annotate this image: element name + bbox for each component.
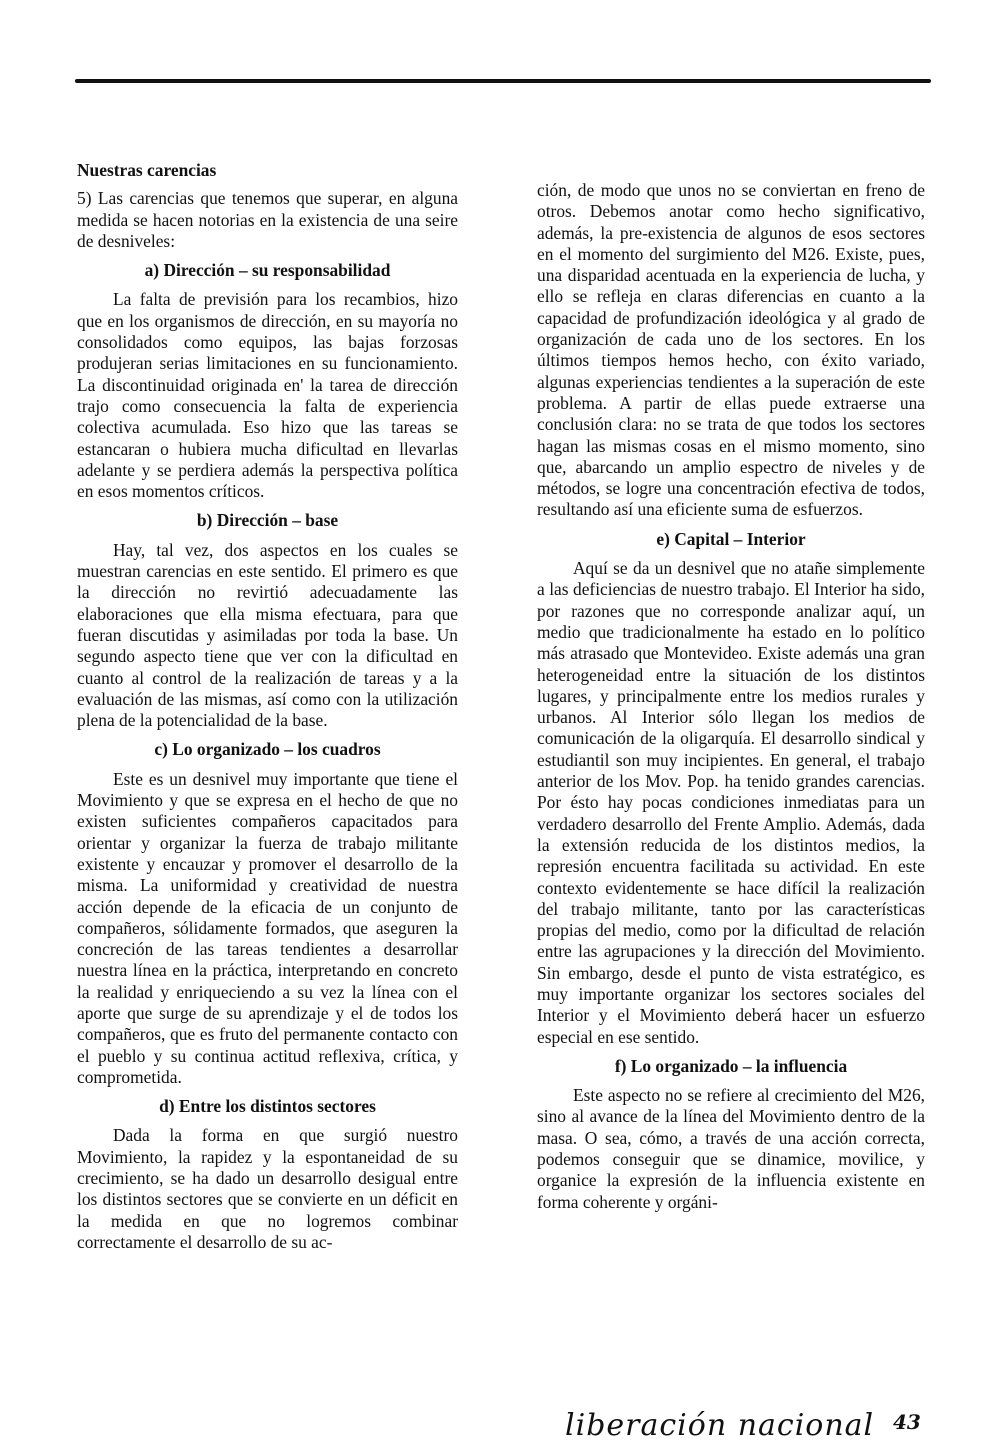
heading-capital-interior: e) Capital – Interior	[656, 528, 806, 549]
heading-direccion-base: b) Dirección – base	[196, 510, 339, 531]
paragraph-lo-organizado-influencia: Este aspecto no se refiere al crecimiento del M26, sino al avance de la línea del Movimiento dentro de la masa. O sea, cómo, a través de una acción correcta, podemos conseguir que se dinamice, movilice, y organice la expresión de la influencia existente en forma coherente y orgáni-	[537, 1085, 925, 1212]
section-title: Nuestras carencias	[77, 160, 217, 180]
heading-lo-organizado-cuadros: c) Lo organizado – los cuadros	[154, 739, 381, 760]
paragraph-direccion-responsabilidad: La falta de previsión para los recambios, hizo que en los organismos de dirección, en su mayoría no consolidados como equipos, las bajas forzosas produjeran serias limitaciones en su funcionamiento. La discontinuidad originada en' la tarea de dirección trajo como consecuencia la falta de experiencia colectiva acumulada. Eso hizo que las tareas se estancaran o hubiera mucha dificultad en llevarlas adelante y se perdiera además la perspectiva política en esos momentos críticos.	[77, 289, 458, 502]
publication-logo: liberación nacional	[565, 1408, 875, 1443]
heading-direccion-responsabilidad: a) Dirección – su responsabilidad	[144, 260, 391, 281]
heading-entre-sectores: d) Entre los distintos sectores	[159, 1096, 376, 1117]
paragraph-lo-organizado-cuadros: Este es un desnivel muy importante que tiene el Movimiento y que se expresa en el hecho de que no existen suficientes compañeros capacitados para orientar y organizar la fuerza de trabajo militante existente y encauzar y promover el desarrollo de la misma. La uniformidad y creatividad de nuestra acción depende de la eficacia de un conjunto de compañeros, sólidamente formados, que aseguren la concreción de las tareas tendientes a desarrollar nuestra línea en la práctica, interpretando en concreto la realidad y enriqueciendo a su vez la línea con el aporte que surge de su aprendizaje y el de todos los compañeros, que es fruto del permanente contacto con el pueblo y su continua actitud reflexiva, crítica, y comprometida.	[77, 768, 458, 1087]
paragraph-direccion-base: Hay, tal vez, dos aspectos en los cuales se muestran carencias en este sentido. El primero es que la dirección no revirtió adecuadamente las elaboraciones que ella misma efectuara, para que fueran discutidas y asimiladas por toda la base. Un segundo aspecto tiene que ver con la dificultad en cuanto al control de la realización de tareas y a la evaluación de las mismas, así como con la utilización plena de la potencialidad de la base.	[77, 539, 458, 731]
right-column	[537, 180, 925, 1218]
heading-lo-organizado-influencia: f) Lo organizado – la influencia	[614, 1055, 848, 1076]
paragraph-entre-sectores: Dada la forma en que surgió nuestro Movimiento, la rapidez y la espontaneidad de su crecimiento, se ha dado un desarrollo desigual entre los distintos sectores que se convierte en un déficit en la medida en que no logremos combinar correctamente el desarrollo de su ac-	[77, 1125, 458, 1252]
paragraph-continuation: ción, de modo que unos no se conviertan en freno de otros. Debemos anotar como hecho significativo, además, la pre-existencia de algunos de esos sectores en el momento del surgimiento del M26. Existe, pues, una disparidad acentuada en la experiencia de lucha, y ello se refleja en claras diferencias en cuanto a la capacidad de profundización ideológica y al grado de organización de cada uno de los sectores. En los últimos tiempos hemos hecho, con éxito variado, algunas experiencias tendientes a la superación de este problema. A partir de ellas puede extraerse una conclusión clara: no se trata de que todos los sectores hagan las mismas cosas en el mismo momento, sino que, abarcando un amplio espectro de niveles y de métodos, se logre una concentración efectiva de todos, resultando así una eficiente suma de esfuerzos.	[537, 180, 925, 520]
intro-paragraph: 5) Las carencias que tenemos que superar, en alguna medida se hacen notorias en la existencia de una seire de desniveles:	[77, 188, 458, 251]
paragraph-capital-interior: Aquí se da un desnivel que no atañe simplemente a las deficiencias de nuestro trabajo. El Interior ha sido, por razones que no corresponde analizar aquí, un medio que tradicionalmente ha estado en lo político más atrasado que Montevideo. Existe además una gran heterogeneidad entre la situación de los distintos lugares, y principalmente entre los medios rurales y urbanos. Al Interior sólo llegan los medios de comunicación de la oligarquía. El desarrollo sindical y estudiantil son muy incipientes. En general, el trabajo anterior de los Mov. Pop. ha tenido grandes carencias. Por ésto hay pocas condiciones inmediatas para un verdadero desarrollo del Frente Amplio. Además, dada la extensión reducida de los distintos medios, la represión encuentra facilitada su actividad. En este contexto evidentemente se hace difícil la realización del trabajo militante, tanto por las características propias del medio, como por la dificultad de relación entre las agrupaciones y la dirección del Movimiento. Sin embargo, desde el punto de vista estratégico, es muy importante organizar los sectores sociales del Interior y el Movimiento deberá hacer un esfuerzo especial en ese sentido.	[537, 558, 925, 1047]
left-column	[77, 160, 458, 1258]
top-rule	[75, 79, 931, 83]
page-number: 43	[893, 1410, 921, 1434]
